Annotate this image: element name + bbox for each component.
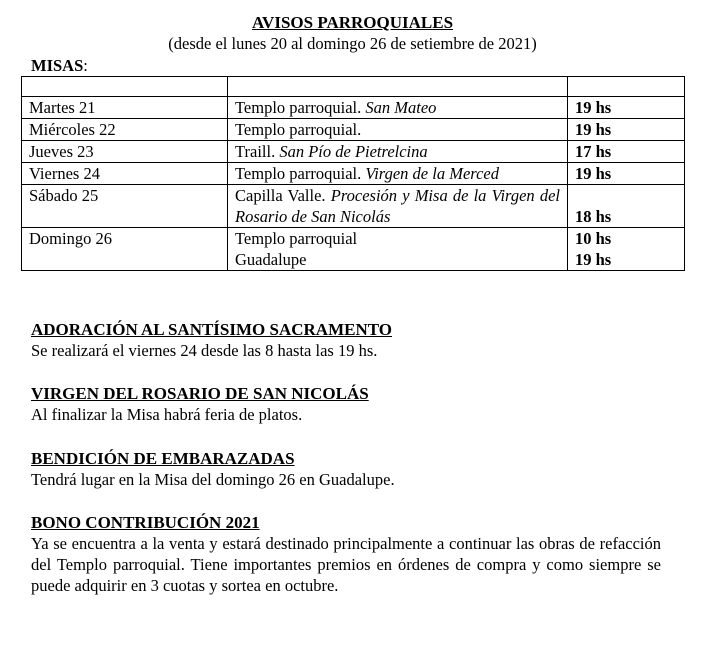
table-row <box>22 185 685 228</box>
place-cell <box>228 163 568 185</box>
place-italic: Procesión y Misa de la Virgen del Rosario de San Nicolás <box>235 186 561 226</box>
hour-cell <box>568 119 685 141</box>
hour-text <box>575 185 677 206</box>
table-row <box>22 97 685 119</box>
section-bono <box>31 512 661 596</box>
hour-text: 19 hs <box>575 98 612 117</box>
page-subtitle: (desde el lunes 20 al domingo 26 de setiembre de 2021) <box>168 34 537 53</box>
page-title: AVISOS PARROQUIALES <box>251 13 454 32</box>
section-heading: ADORACIÓN AL SANTÍSIMO SACRAMENTO <box>31 320 392 339</box>
hour-text: 19 hs <box>575 250 612 269</box>
hour-text: 17 hs <box>575 142 612 161</box>
hour-cell <box>568 228 685 271</box>
day-cell: Jueves 23 <box>22 141 228 163</box>
day-cell: Viernes 24 <box>22 163 228 185</box>
hour-cell <box>568 141 685 163</box>
place-text: Capilla Valle. <box>235 186 326 205</box>
day-cell: Sábado 25 <box>22 185 228 228</box>
table-row <box>22 141 685 163</box>
hour-cell <box>568 97 685 119</box>
hour-cell <box>568 185 685 228</box>
hour-text: 19 hs <box>575 120 612 139</box>
table-cell <box>228 77 568 97</box>
section-heading: VIRGEN DEL ROSARIO DE SAN NICOLÁS <box>31 384 369 403</box>
table-cell <box>568 77 685 97</box>
section-heading: BONO CONTRIBUCIÓN 2021 <box>31 513 260 532</box>
place-text: Traill. <box>235 142 276 161</box>
table-row <box>22 228 685 271</box>
day-cell: Miércoles 22 <box>22 119 228 141</box>
section-text: Tendrá lugar en la Misa del domingo 26 en Guadalupe. <box>31 470 395 489</box>
place-text: Templo parroquial <box>235 229 358 248</box>
table-cell <box>22 77 228 97</box>
section-text: Ya se encuentra a la venta y estará destinado principalmente a continuar las obras de refacción del Templo parroquial. Tiene importantes premios en órdenes de compra y como siempre se puede adquirir en 3 cuotas y sortea en octubre. <box>31 534 661 595</box>
misas-label: MISAS <box>31 56 84 75</box>
section-adoracion <box>31 319 661 361</box>
hour-text: 19 hs <box>575 164 612 183</box>
day-cell: Domingo 26 <box>22 228 228 271</box>
place-text: Templo parroquial. <box>235 98 362 117</box>
hour-text: 18 hs <box>575 207 612 226</box>
section-text: Al finalizar la Misa habrá feria de platos. <box>31 405 303 424</box>
place-italic: San Pío de Pietrelcina <box>279 142 428 161</box>
section-text: Se realizará el viernes 24 desde las 8 hasta las 19 hs. <box>31 341 378 360</box>
place-text: Templo parroquial. <box>235 164 362 183</box>
misas-colon: : <box>83 56 88 75</box>
place-text: Templo parroquial. <box>235 120 362 139</box>
misas-label-wrap <box>31 55 88 76</box>
place-italic: San Mateo <box>365 98 437 117</box>
hour-cell <box>568 163 685 185</box>
place-italic: Virgen de la Merced <box>365 164 499 183</box>
place-text-line2: Guadalupe <box>235 250 307 269</box>
place-cell <box>228 185 568 228</box>
table-row <box>22 163 685 185</box>
place-cell <box>228 97 568 119</box>
table-row <box>22 119 685 141</box>
place-cell <box>228 228 568 271</box>
section-bendicion <box>31 448 661 490</box>
table-header-row <box>22 77 685 97</box>
day-cell: Martes 21 <box>22 97 228 119</box>
place-cell <box>228 119 568 141</box>
place-cell <box>228 141 568 163</box>
hour-text: 10 hs <box>575 229 612 248</box>
section-heading: BENDICIÓN DE EMBARAZADAS <box>31 449 295 468</box>
section-virgen-rosario <box>31 383 661 425</box>
mass-schedule-table <box>21 76 685 271</box>
